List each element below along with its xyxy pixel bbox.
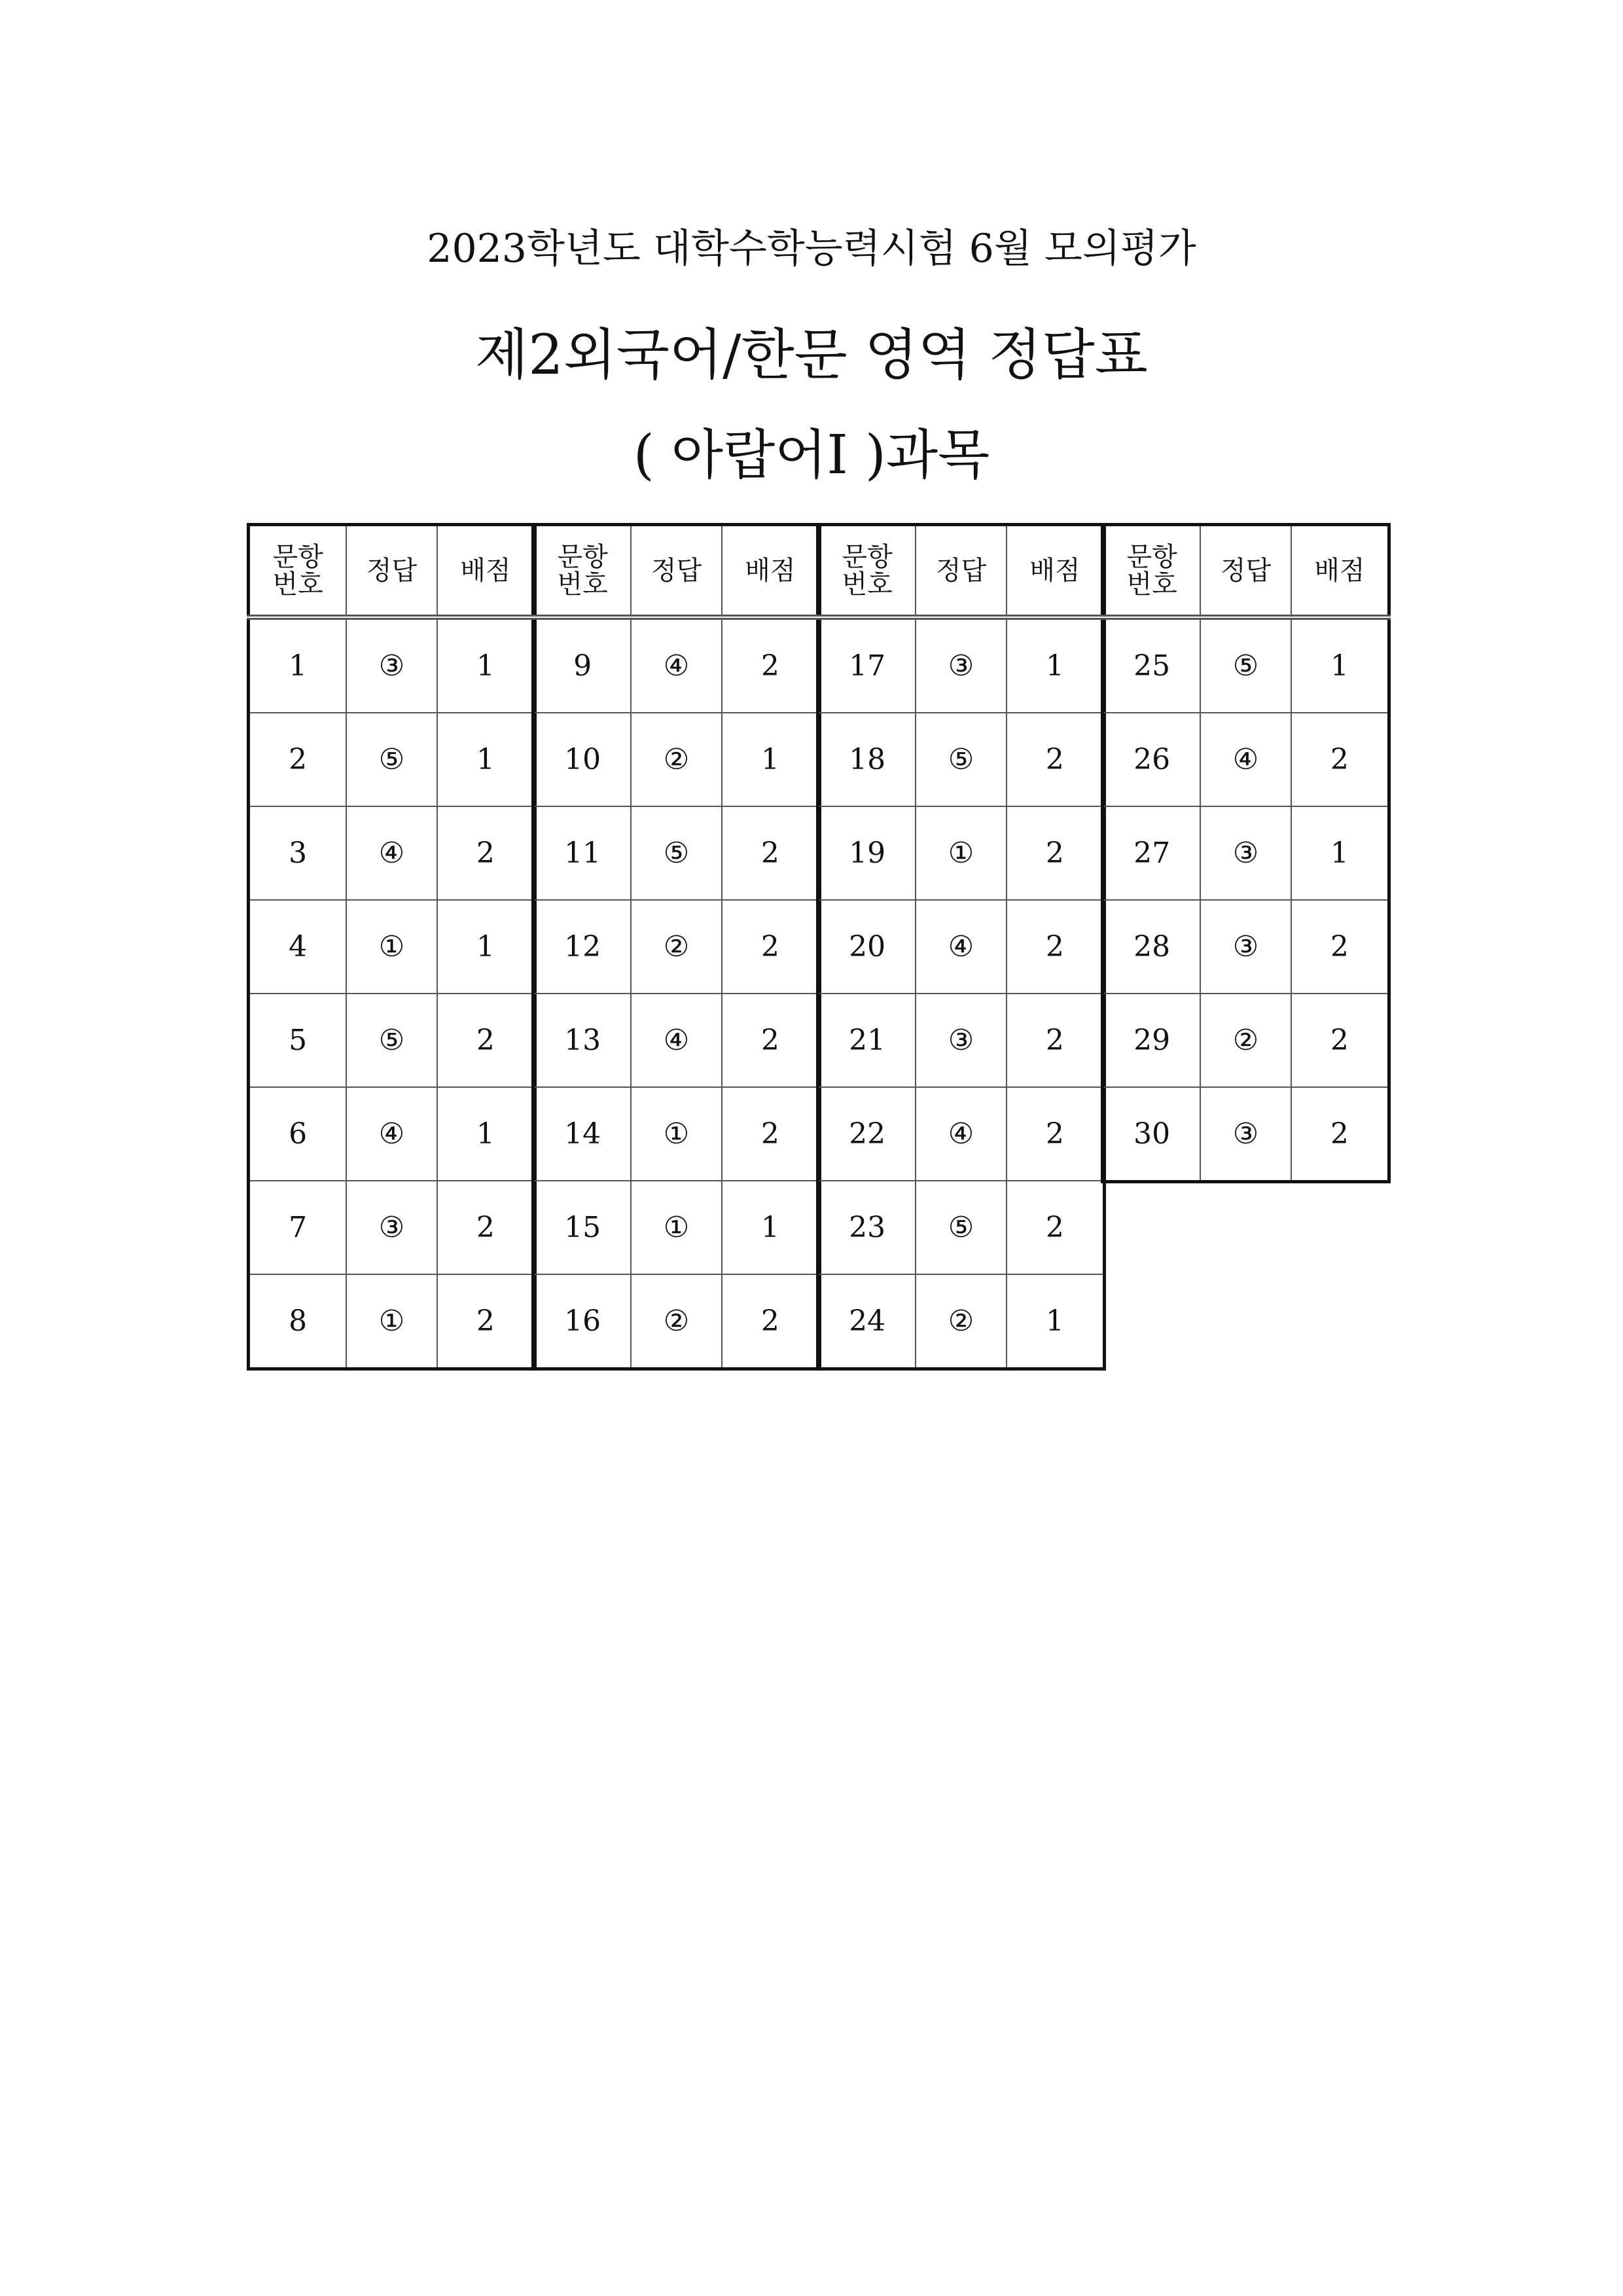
header-question-number <box>533 525 632 618</box>
correct-answer: ② <box>631 713 722 806</box>
header-answer: 정답 <box>1200 525 1291 618</box>
question-number: 14 <box>533 1087 632 1181</box>
header-question-number <box>249 525 347 618</box>
header-points: 배점 <box>722 525 820 618</box>
points: 1 <box>437 617 535 713</box>
table-row <box>818 1274 1105 1369</box>
header-question-number <box>1103 525 1201 618</box>
points: 1 <box>722 1181 820 1274</box>
table-row <box>249 806 535 900</box>
question-number: 13 <box>533 994 632 1087</box>
correct-answer: ⑤ <box>346 994 437 1087</box>
correct-answer: ③ <box>1200 806 1291 900</box>
question-number: 17 <box>818 617 916 713</box>
points: 2 <box>1007 806 1105 900</box>
header-number-line2: 번호 <box>1126 569 1177 600</box>
answer-table-block-3 <box>816 523 1106 1371</box>
correct-answer: ④ <box>916 900 1007 994</box>
points: 1 <box>437 1087 535 1181</box>
table-row <box>1103 713 1389 806</box>
table-row <box>249 1274 535 1369</box>
answer-table-block-2 <box>531 523 821 1371</box>
header-answer: 정답 <box>916 525 1007 618</box>
question-number: 1 <box>249 617 347 713</box>
table-row <box>1103 994 1389 1087</box>
question-number: 15 <box>533 1181 632 1274</box>
table-row <box>818 900 1105 994</box>
table-row <box>249 1181 535 1274</box>
points: 1 <box>722 713 820 806</box>
correct-answer: ⑤ <box>916 1181 1007 1274</box>
correct-answer: ② <box>631 900 722 994</box>
points: 2 <box>722 1087 820 1181</box>
correct-answer: ⑤ <box>346 713 437 806</box>
correct-answer: ① <box>916 806 1007 900</box>
header-number-line2: 번호 <box>272 569 323 600</box>
points: 1 <box>437 900 535 994</box>
question-number: 20 <box>818 900 916 994</box>
question-number: 11 <box>533 806 632 900</box>
table-row <box>1103 617 1389 713</box>
points: 1 <box>1007 1274 1105 1369</box>
correct-answer: ④ <box>1200 713 1291 806</box>
correct-answer: ④ <box>346 1087 437 1181</box>
table-row <box>818 1181 1105 1274</box>
table-row <box>1103 900 1389 994</box>
table-header-row <box>533 525 820 618</box>
question-number: 9 <box>533 617 632 713</box>
question-number: 26 <box>1103 713 1201 806</box>
points: 2 <box>1007 900 1105 994</box>
table-row <box>818 994 1105 1087</box>
table-row <box>249 1087 535 1181</box>
question-number: 24 <box>818 1274 916 1369</box>
table-header-row <box>1103 525 1389 618</box>
table-row <box>249 713 535 806</box>
table-row <box>818 806 1105 900</box>
correct-answer: ③ <box>916 994 1007 1087</box>
table-row <box>249 994 535 1087</box>
table-row <box>1103 1087 1389 1182</box>
points: 2 <box>437 1274 535 1369</box>
points: 2 <box>437 806 535 900</box>
question-number: 12 <box>533 900 632 994</box>
question-number: 6 <box>249 1087 347 1181</box>
table-row <box>818 617 1105 713</box>
correct-answer: ② <box>916 1274 1007 1369</box>
correct-answer: ④ <box>631 994 722 1087</box>
question-number: 21 <box>818 994 916 1087</box>
question-number: 29 <box>1103 994 1201 1087</box>
table-row <box>249 900 535 994</box>
header-number-line1: 문항 <box>557 541 608 572</box>
points: 2 <box>722 617 820 713</box>
answer-table-block-1 <box>247 523 537 1371</box>
table-row <box>1103 806 1389 900</box>
table-header-row <box>249 525 535 618</box>
table-row <box>533 806 820 900</box>
table-row <box>533 713 820 806</box>
question-number: 4 <box>249 900 347 994</box>
question-number: 28 <box>1103 900 1201 994</box>
points: 2 <box>1291 994 1389 1087</box>
table-row <box>533 1087 820 1181</box>
answer-sheet-title: 제2외국어/한문 영역 정답표 <box>475 323 1148 387</box>
question-number: 7 <box>249 1181 347 1274</box>
question-number: 27 <box>1103 806 1201 900</box>
table-row <box>533 900 820 994</box>
points: 2 <box>1007 1181 1105 1274</box>
points: 1 <box>1007 617 1105 713</box>
points: 1 <box>1291 806 1389 900</box>
correct-answer: ③ <box>1200 1087 1291 1182</box>
question-number: 19 <box>818 806 916 900</box>
question-number: 22 <box>818 1087 916 1181</box>
table-header-row <box>818 525 1105 618</box>
question-number: 10 <box>533 713 632 806</box>
exam-title: 2023학년도 대학수학능력시험 6월 모의평가 <box>427 226 1196 272</box>
table-row <box>818 713 1105 806</box>
correct-answer: ① <box>346 1274 437 1369</box>
correct-answer: ② <box>631 1274 722 1369</box>
points: 2 <box>722 900 820 994</box>
correct-answer: ⑤ <box>916 713 1007 806</box>
question-number: 25 <box>1103 617 1201 713</box>
question-number: 18 <box>818 713 916 806</box>
header-answer: 정답 <box>631 525 722 618</box>
header-points: 배점 <box>437 525 535 618</box>
points: 1 <box>1291 617 1389 713</box>
correct-answer: ③ <box>916 617 1007 713</box>
points: 1 <box>437 713 535 806</box>
question-number: 8 <box>249 1274 347 1369</box>
points: 2 <box>1291 900 1389 994</box>
header-number-line2: 번호 <box>842 569 893 600</box>
header-question-number <box>818 525 916 618</box>
subject-title: ( 아랍어Ⅰ )과목 <box>633 424 990 486</box>
points: 2 <box>722 1274 820 1369</box>
points: 2 <box>1007 1087 1105 1181</box>
question-number: 30 <box>1103 1087 1201 1182</box>
points: 2 <box>1007 994 1105 1087</box>
header-answer: 정답 <box>346 525 437 618</box>
correct-answer: ④ <box>631 617 722 713</box>
points: 2 <box>437 994 535 1087</box>
question-number: 16 <box>533 1274 632 1369</box>
table-row <box>818 1087 1105 1181</box>
header-points: 배점 <box>1007 525 1105 618</box>
header-number-line1: 문항 <box>272 541 323 572</box>
header-number-line1: 문항 <box>1126 541 1177 572</box>
points: 2 <box>722 806 820 900</box>
table-row <box>533 994 820 1087</box>
question-number: 3 <box>249 806 347 900</box>
question-number: 5 <box>249 994 347 1087</box>
question-number: 23 <box>818 1181 916 1274</box>
correct-answer: ④ <box>346 806 437 900</box>
header-points: 배점 <box>1291 525 1389 618</box>
correct-answer: ③ <box>346 1181 437 1274</box>
correct-answer: ⑤ <box>631 806 722 900</box>
header-number-line1: 문항 <box>842 541 893 572</box>
question-number: 2 <box>249 713 347 806</box>
correct-answer: ① <box>631 1181 722 1274</box>
correct-answer: ④ <box>916 1087 1007 1181</box>
correct-answer: ⑤ <box>1200 617 1291 713</box>
points: 2 <box>1291 713 1389 806</box>
table-row <box>533 617 820 713</box>
correct-answer: ③ <box>1200 900 1291 994</box>
answer-table-block-4 <box>1101 523 1391 1183</box>
correct-answer: ① <box>631 1087 722 1181</box>
table-row <box>533 1274 820 1369</box>
points: 2 <box>1291 1087 1389 1182</box>
table-row <box>249 617 535 713</box>
points: 2 <box>1007 713 1105 806</box>
correct-answer: ① <box>346 900 437 994</box>
correct-answer: ③ <box>346 617 437 713</box>
table-row <box>533 1181 820 1274</box>
points: 2 <box>722 994 820 1087</box>
correct-answer: ② <box>1200 994 1291 1087</box>
points: 2 <box>437 1181 535 1274</box>
header-number-line2: 번호 <box>557 569 608 600</box>
